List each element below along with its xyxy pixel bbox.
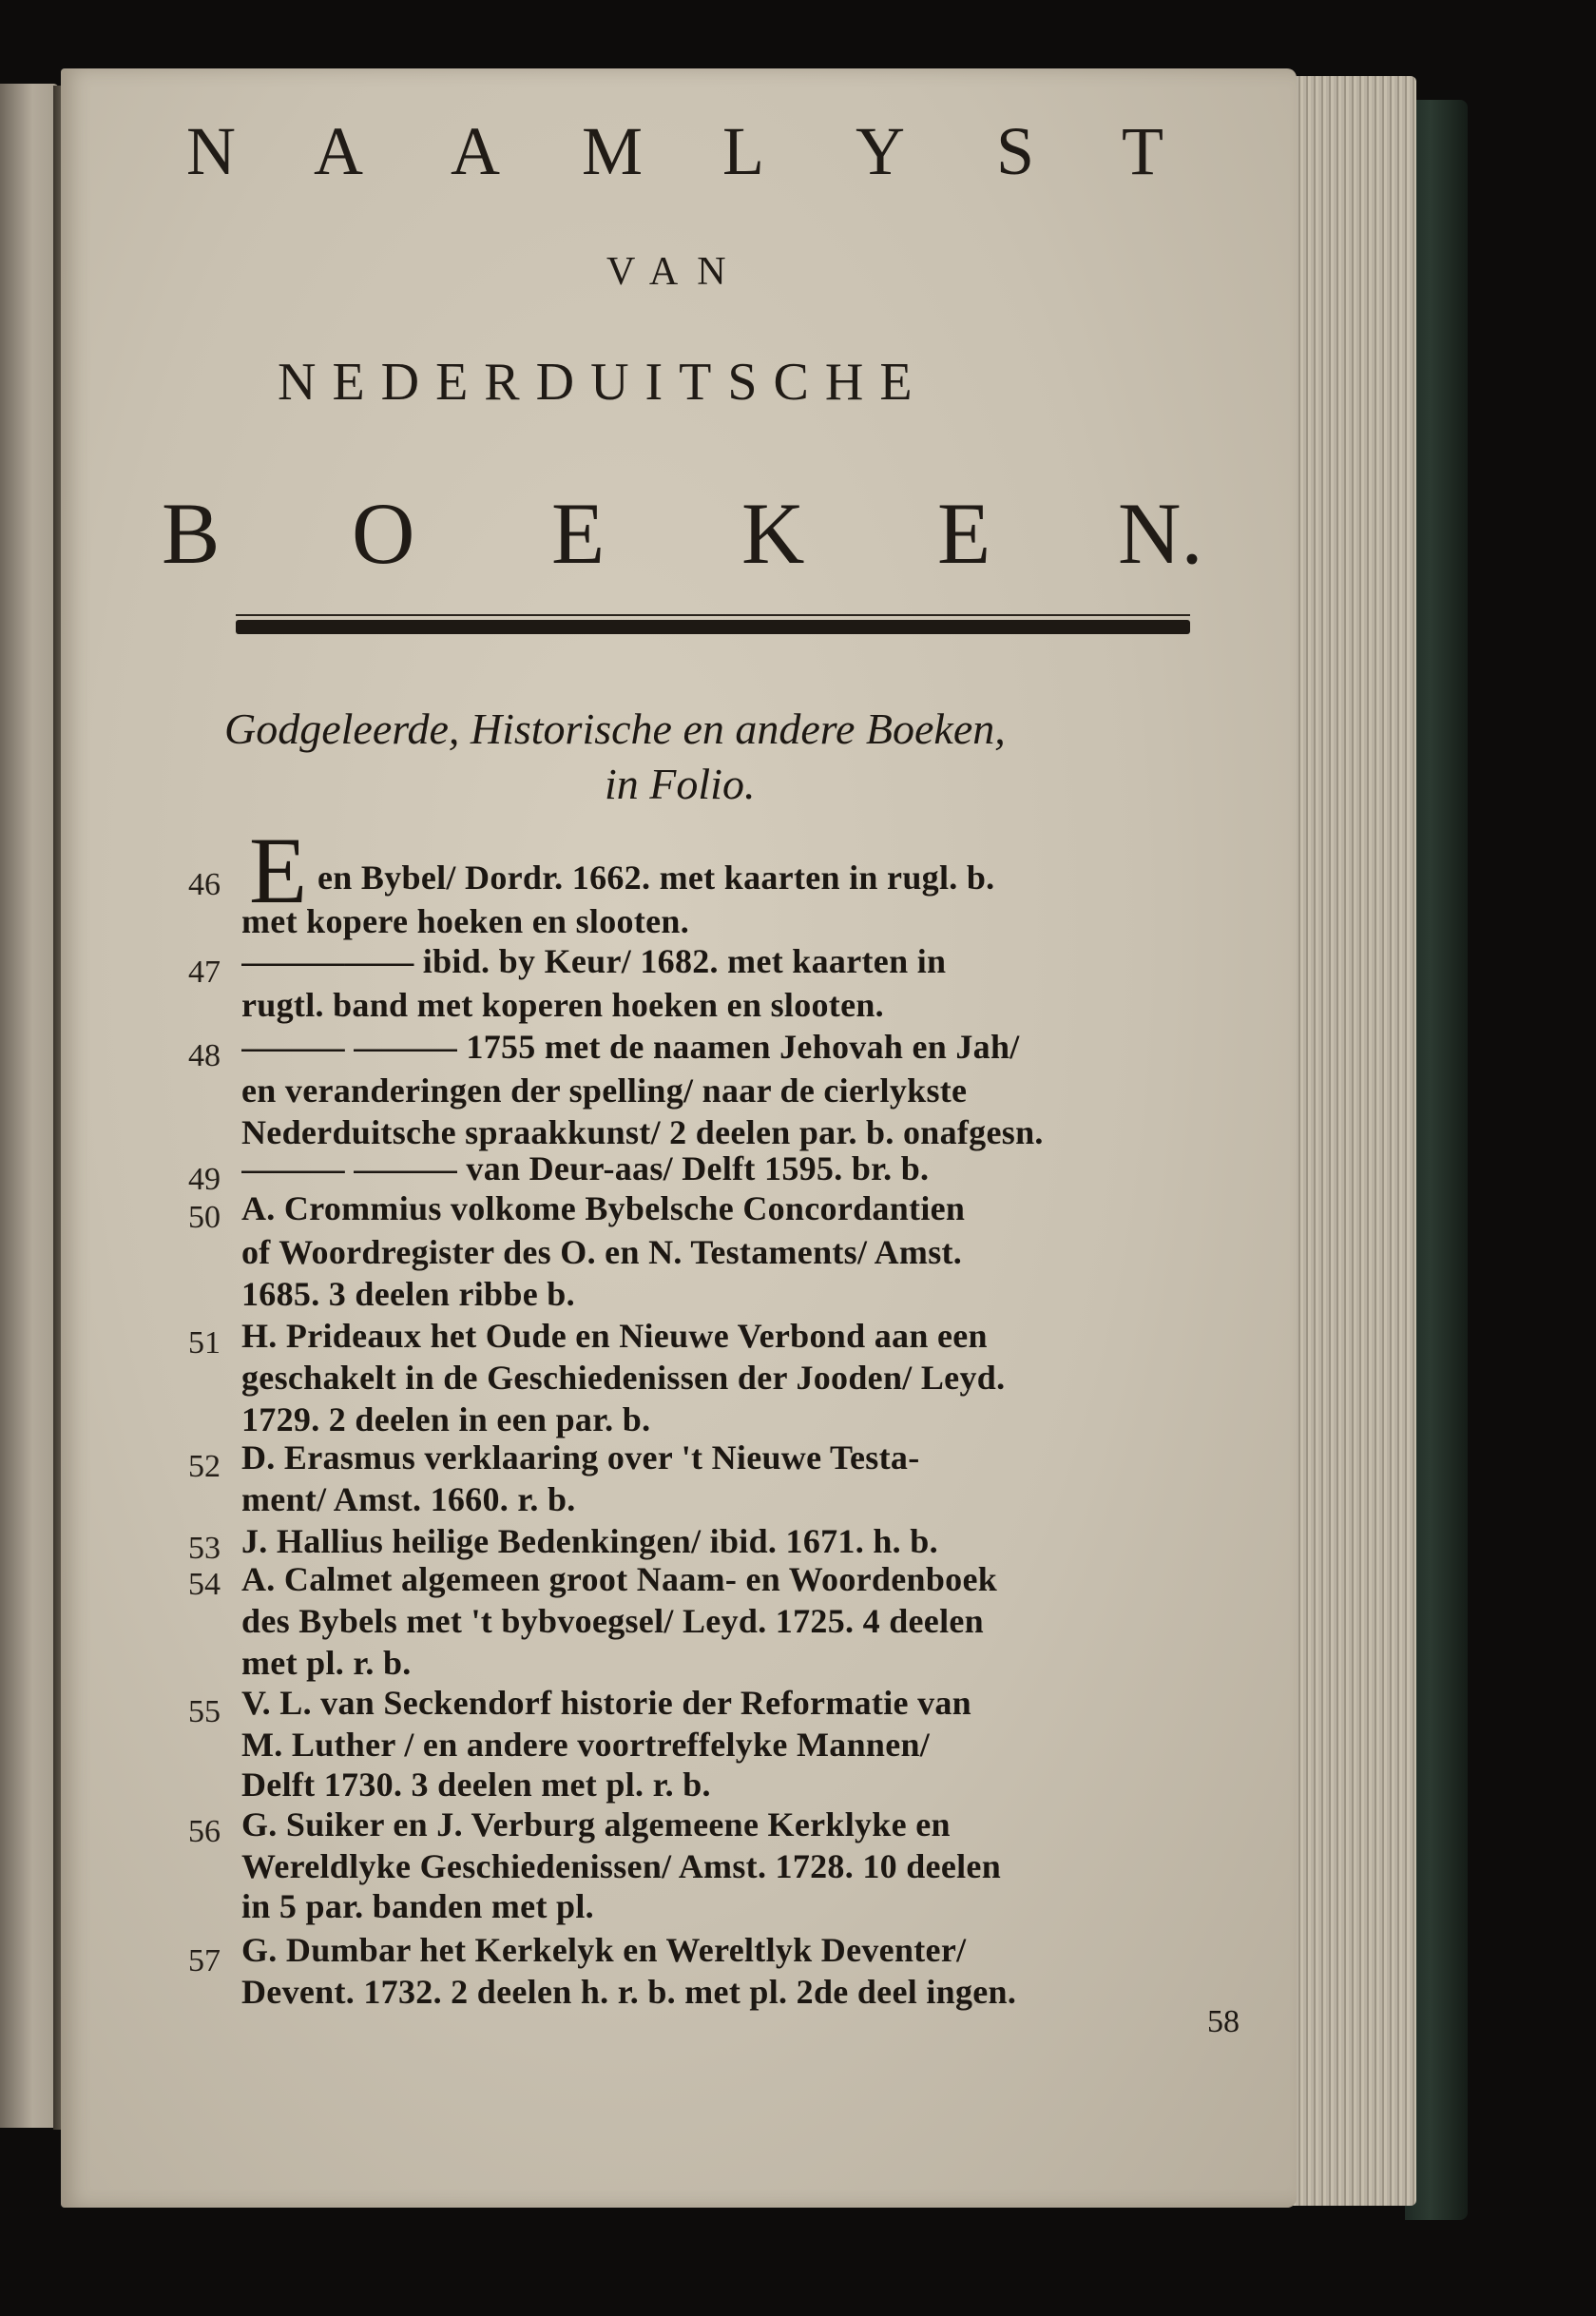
- entry-line: ——— ——— 1755 met de naamen Jehovah en Jah/: [241, 1028, 1020, 1066]
- section-heading: [224, 702, 1222, 812]
- entry-line: 1685. 3 deelen ribbe b.: [241, 1275, 575, 1313]
- entry-line: met pl. r. b.: [241, 1644, 412, 1682]
- title-line-nederduitsche: NEDERDUITSCHE: [278, 353, 929, 412]
- entry-line: A. Crommius volkome Bybelsche Concordantien: [241, 1189, 966, 1227]
- entry-line: en veranderingen der spelling/ naar de cierlykste: [241, 1071, 968, 1110]
- entry-line: Wereldlyke Geschiedenissen/ Amst. 1728. 10 deelen: [241, 1847, 1002, 1885]
- entry-number: 50: [188, 1200, 221, 1235]
- title-rule-thin: [236, 614, 1190, 616]
- entry-line: H. Prideaux het Oude en Nieuwe Verbond aan een: [241, 1317, 988, 1355]
- entry-number: 46: [188, 867, 221, 902]
- title-letter: T: [1122, 113, 1163, 189]
- title-line-van: VAN: [606, 250, 745, 294]
- entry-line: G. Dumbar het Kerkelyk en Wereltlyk Deventer/: [241, 1931, 967, 1969]
- title-letter: A: [314, 113, 363, 189]
- title-rule: [236, 620, 1190, 634]
- entry-number: 54: [188, 1567, 221, 1602]
- title-letter: M: [582, 113, 644, 189]
- entry-number: 47: [188, 955, 221, 990]
- entry-number: 48: [188, 1038, 221, 1073]
- entry-line: ment/ Amst. 1660. r. b.: [241, 1480, 576, 1518]
- entry-line: A. Calmet algemeen groot Naam- en Woordenboek: [241, 1560, 998, 1598]
- entry-number: 52: [188, 1449, 221, 1484]
- entry-line: Devent. 1732. 2 deelen h. r. b. met pl. 2de deel ingen.: [241, 1973, 1017, 2011]
- entry-number: 55: [188, 1694, 221, 1729]
- catchword: 58: [1207, 2004, 1240, 2039]
- title-letter: K: [741, 485, 805, 582]
- title-letter: S: [996, 113, 1035, 189]
- title-letter: E: [551, 485, 606, 582]
- entry-line: J. Hallius heilige Bedenkingen/ ibid. 1671. h. b.: [241, 1522, 938, 1560]
- title-letter: B: [162, 485, 221, 582]
- entry-number: 57: [188, 1943, 221, 1978]
- title-letter: L: [722, 113, 764, 189]
- entry-line: V. L. van Seckendorf historie der Reformatie van: [241, 1684, 972, 1722]
- page-stack-edge: [1288, 76, 1416, 2206]
- section-heading-line: Godgeleerde, Historische en andere Boeken,: [224, 704, 1006, 753]
- drop-cap: E: [249, 818, 308, 923]
- entry-line: met kopere hoeken en slooten.: [241, 902, 690, 940]
- entry-line: ————— ibid. by Keur/ 1682. met kaarten in: [241, 942, 947, 980]
- previous-page-edge: [0, 84, 59, 2128]
- title-letter: E: [937, 485, 991, 582]
- entry-number: 53: [188, 1531, 221, 1566]
- title-letter: N.: [1118, 485, 1203, 582]
- title-letter: O: [352, 485, 415, 582]
- entry-line: geschakelt in de Geschiedenissen der Jooden/ Leyd.: [241, 1359, 1006, 1397]
- entry-number: 51: [188, 1325, 221, 1361]
- entry-line: des Bybels met 't bybvoegsel/ Leyd. 1725. 4 deelen: [241, 1602, 984, 1640]
- entry-number: 49: [188, 1162, 221, 1197]
- entry-line: M. Luther / en andere voortreffelyke Mannen/: [241, 1726, 931, 1764]
- section-heading-line: in Folio.: [605, 760, 756, 808]
- title-letter: N: [186, 113, 236, 189]
- title-letter: A: [451, 113, 500, 189]
- entry-line: 1729. 2 deelen in een par. b.: [241, 1400, 651, 1438]
- title-letter: Y: [856, 113, 905, 189]
- entry-line: Nederduitsche spraakkunst/ 2 deelen par. b. onafgesn.: [241, 1113, 1044, 1151]
- entry-number: 56: [188, 1814, 221, 1849]
- entry-line: en Bybel/ Dordr. 1662. met kaarten in rugl. b.: [317, 859, 995, 897]
- entry-line: D. Erasmus verklaaring over 't Nieuwe Testa-: [241, 1438, 920, 1476]
- entry-line: ——— ——— van Deur-aas/ Delft 1595. br. b.: [241, 1149, 930, 1187]
- entry-line: Delft 1730. 3 deelen met pl. r. b.: [241, 1766, 711, 1804]
- entry-line: rugtl. band met koperen hoeken en slooten.: [241, 986, 884, 1024]
- entry-line: in 5 par. banden met pl.: [241, 1887, 594, 1925]
- entry-line: of Woordregister des O. en N. Testaments/ Amst.: [241, 1233, 963, 1271]
- entry-line: G. Suiker en J. Verburg algemeene Kerklyke en: [241, 1805, 951, 1843]
